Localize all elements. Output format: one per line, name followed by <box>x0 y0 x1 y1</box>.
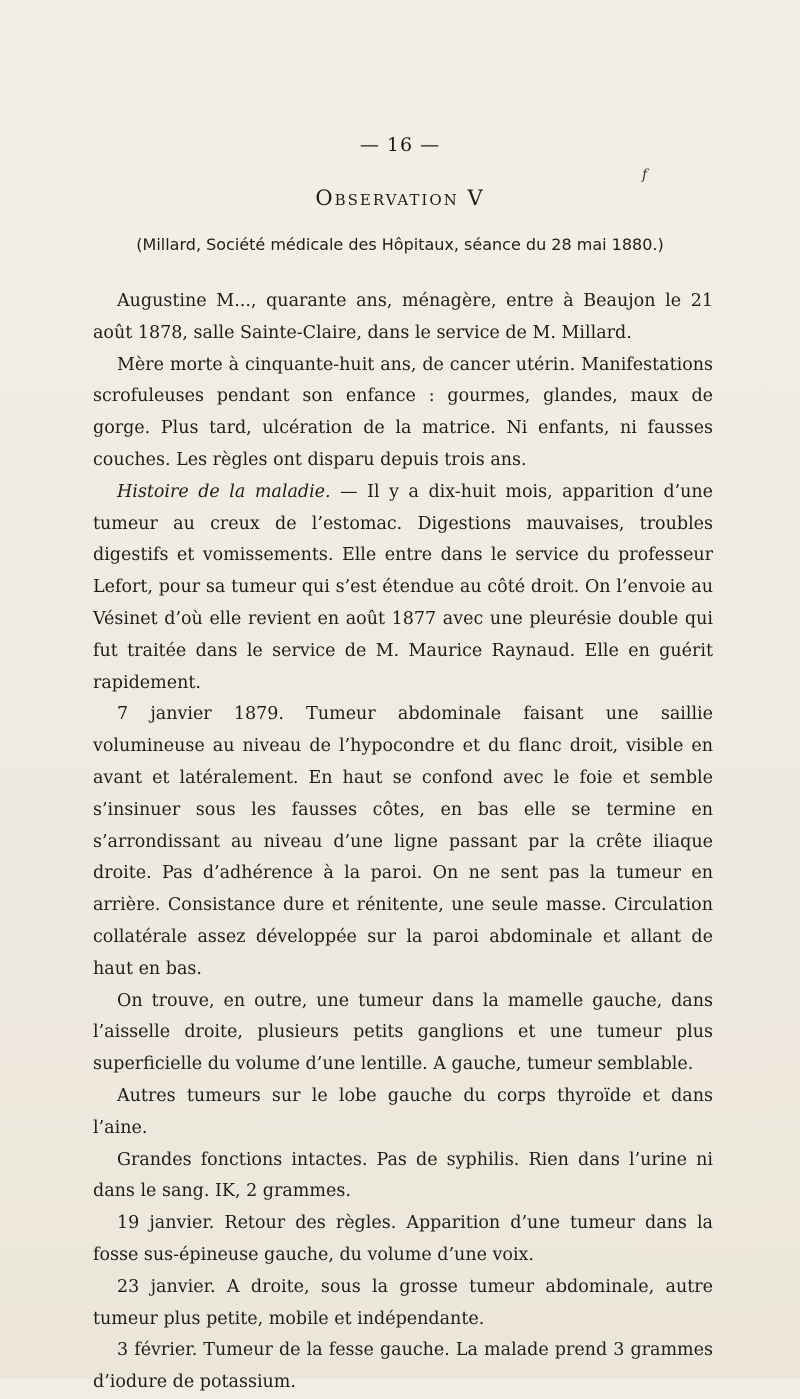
paragraph-text: Grandes fonctions intactes. Pas de syphilis. Rien dans l’urine ni dans le sang. IK, 2 grammes. <box>93 1149 713 1202</box>
paragraph-6 <box>93 1081 713 1145</box>
section-lead: Histoire de la maladie. <box>117 481 331 502</box>
page-number: — 16 — <box>359 134 441 156</box>
paragraph-text: 7 janvier 1879. Tumeur abdominale faisant une saillie volumineuse au niveau de l’hypocondre et du flanc droit, visible en avant et latéralement. En haut se confond avec le foie et semble s’insinuer sous les fausses côtes, en bas elle se termine en s’arrondissant au niveau d’une ligne passant par la crête iliaque droite. Pas d’adhérence à la paroi. On ne sent pas la tumeur en arrière. Consistance dure et rénitente, une seule masse. Circulation collatérale assez développée sur la paroi abdominale et allant de haut en bas. <box>93 704 713 979</box>
paragraph-text: 19 janvier. Retour des règles. Apparition d’une tumeur dans la fosse sus-épineuse gauche, du volume d’une voix. <box>93 1213 713 1265</box>
paragraph-10 <box>93 1335 713 1399</box>
stray-mark: f <box>642 167 648 183</box>
paragraph-7 <box>93 1145 713 1209</box>
paragraph-text: — Il y a dix-huit mois, apparition d’une tumeur au creux de l’estomac. Digestions mauvaises, troubles digestifs et vomissements. Elle entre dans le service du professeur Lefort, pour sa tumeur qui s’est étendue au côté droit. On l’envoie au Vésinet d’où elle revient en août 1877 avec une pleurésie double qui fut traitée dans le service de M. Maurice Raynaud. Elle en guérit rapidement. <box>93 481 714 693</box>
body-text <box>93 286 713 1399</box>
paragraph-8 <box>93 1208 713 1272</box>
paragraph-text: 23 janvier. A droite, sous la grosse tumeur abdominale, autre tumeur plus petite, mobile et indépendante. <box>93 1276 713 1329</box>
paragraph-5 <box>93 986 713 1081</box>
observation-heading: Observation V <box>315 186 485 210</box>
paragraph-2 <box>93 350 713 477</box>
paragraph-text: Augustine M..., quarante ans, ménagère, entre à Beaujon le 21 août 1878, salle Sainte-Claire, dans le service de M. Millard. <box>93 291 713 343</box>
paragraph-4 <box>93 699 713 985</box>
paragraph-3 <box>93 477 713 700</box>
paragraph-1 <box>93 286 713 350</box>
paragraph-text: Mère morte à cinquante-huit ans, de cancer utérin. Manifestations scrofuleuses pendant son enfance : gourmes, glandes, maux de gorge. Plus tard, ulcération de la matrice. Ni enfants, ni fausses couches. Les règles ont disparu depuis trois ans. <box>93 354 713 470</box>
paragraph-9 <box>93 1272 713 1336</box>
paragraph-text: 3 février. Tumeur de la fesse gauche. La malade prend 3 grammes d’iodure de potassium. <box>93 1340 713 1393</box>
paragraph-text: Autres tumeurs sur le lobe gauche du corps thyroïde et dans l’aine. <box>93 1085 713 1138</box>
paragraph-text: On trouve, en outre, une tumeur dans la mamelle gauche, dans l’aisselle droite, plusieurs petits ganglions et une tumeur plus superficielle du volume d’une lentille. A gauche, tumeur semblable. <box>93 990 713 1075</box>
source-citation: (Millard, Société médicale des Hôpitaux, séance du 28 mai 1880.) <box>136 235 664 254</box>
